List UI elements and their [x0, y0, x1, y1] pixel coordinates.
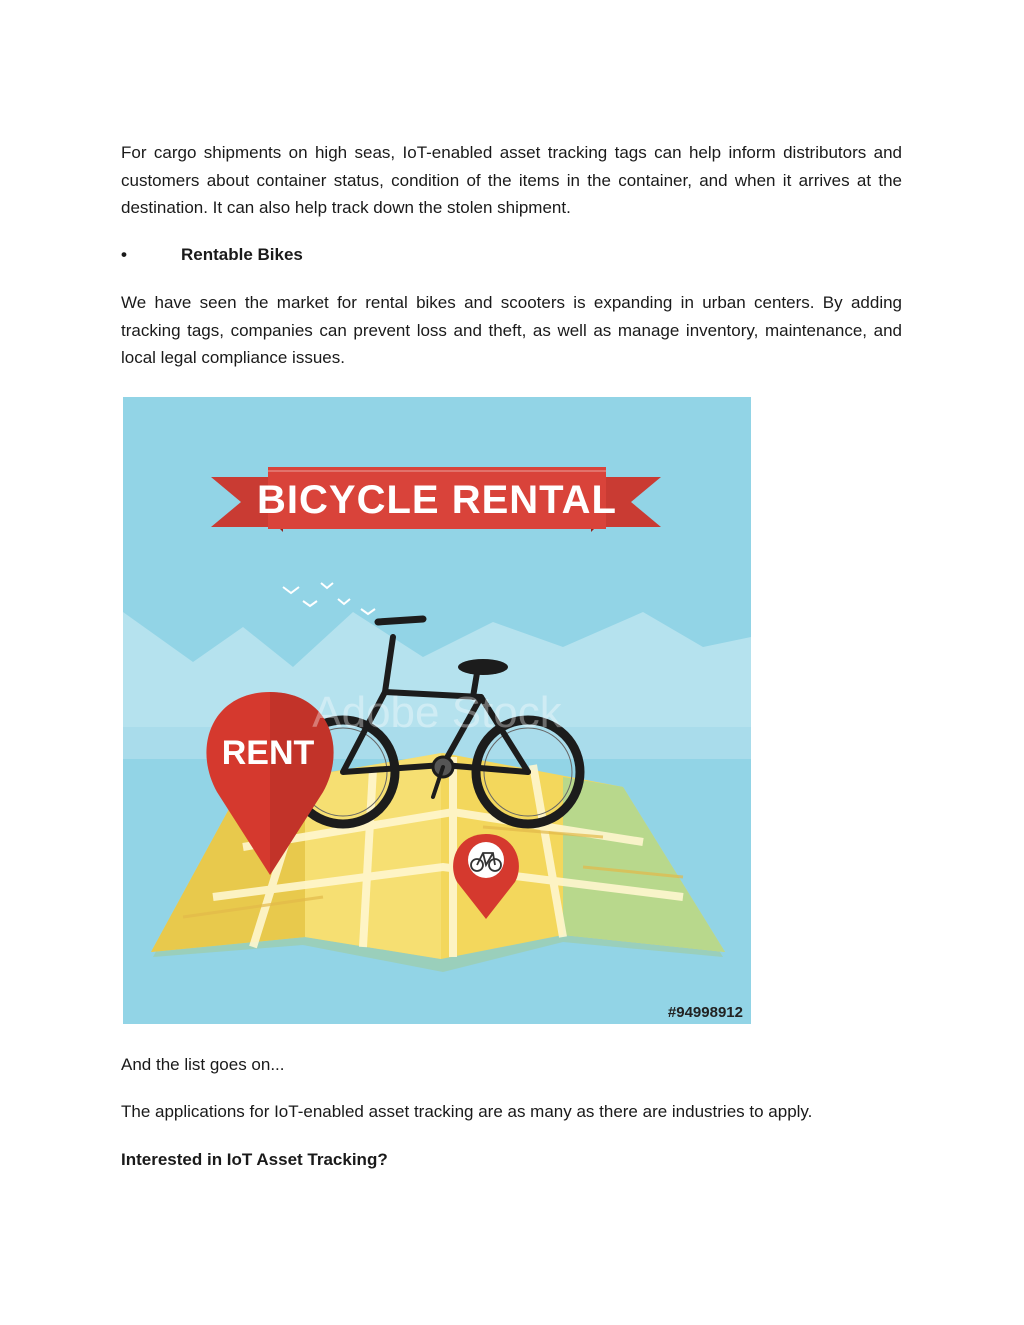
banner-title: BICYCLE RENTAL — [257, 478, 617, 522]
bullet-item-rentable-bikes — [121, 241, 902, 269]
bullet-heading: Rentable Bikes — [181, 245, 303, 264]
stock-id-label: #94998912 — [667, 1004, 743, 1021]
banner-ribbon — [211, 467, 661, 532]
bicycle-rental-illustration — [123, 397, 751, 1024]
paragraph-applications: The applications for IoT-enabled asset tracking are as many as there are industries to apply. — [121, 1102, 813, 1121]
paragraph-rental-bikes: We have seen the market for rental bikes and scooters is expanding in urban centers. By adding tracking tags, companies can prevent loss and theft, as well as manage inventory, maintenance, and local legal compliance issues. — [121, 293, 902, 367]
heading-interested: Interested in IoT Asset Tracking? — [121, 1150, 388, 1169]
watermark-text: Adobe Stock — [312, 688, 562, 737]
bullet-icon: • — [121, 245, 127, 264]
paragraph-cargo-shipments: For cargo shipments on high seas, IoT-enabled asset tracking tags can help inform distributors and customers about container status, condition of the items in the container, and when it arrives at the destination. It can also help track down the stolen shipment. — [121, 143, 902, 217]
rent-pin-label: RENT — [221, 734, 315, 772]
bicycle-seat — [458, 659, 508, 675]
paragraph-list-goes-on: And the list goes on... — [121, 1055, 285, 1074]
